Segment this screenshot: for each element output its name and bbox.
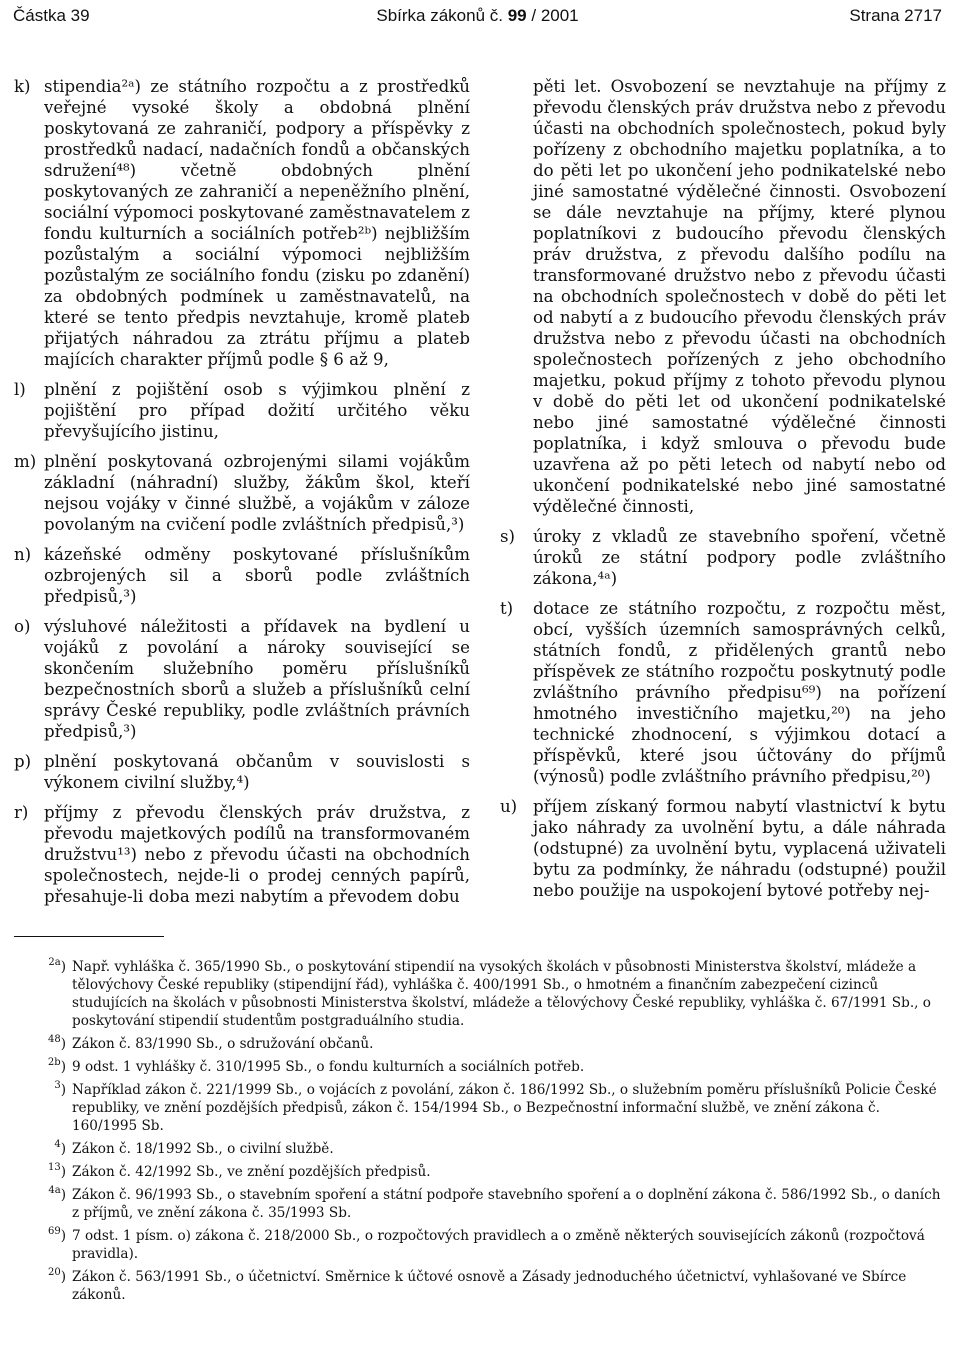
footnote-number: $^{48}$) [47, 1034, 66, 1052]
item-marker: k) [14, 77, 31, 96]
footnote-number: $^{20}$) [47, 1267, 66, 1285]
item-marker: u) [500, 797, 518, 816]
item-marker: t) [500, 599, 514, 618]
item-text: plnění z pojištění osob s výjimkou plnění z pojištění pro případ dožití určitého věku převyšujícího jistinu, [44, 380, 470, 441]
collection-title [13, 6, 942, 26]
footnote-number: $^3$) [54, 1080, 66, 1098]
list-item [500, 526, 946, 589]
footnote-text: Zákon č. 18/1992 Sb., o civilní službě. [72, 1141, 334, 1157]
item-text: úroky z vkladů ze stavebního spoření, včetně úroků ze státní podpory podle zvláštního zákona,⁴ᵃ) [533, 527, 946, 588]
item-text: plnění poskytovaná občanům v souvislosti s výkonem civilní služby,⁴) [44, 752, 470, 792]
footnote [14, 1268, 946, 1304]
item-marker: l) [14, 380, 26, 399]
footnote [14, 1163, 946, 1181]
item-text: příjem získaný formou nabytí vlastnictví k bytu jako náhrady za uvolnění bytu, a dále náhrada (odstupné) za uvolnění bytu, vyplacená uživateli bytu za podmínky, že náhradu (odstupné) použil nebo použije na uspokojení bytové potřeby nej- [533, 797, 946, 900]
right-column [500, 76, 946, 910]
collection-number: 99 [507, 6, 527, 25]
footnote-text: Zákon č. 83/1990 Sb., o sdružování občanů. [72, 1036, 374, 1052]
item-marker: m) [14, 452, 37, 471]
list-item [14, 544, 470, 607]
continuation-paragraph: pěti let. Osvobození se nevztahuje na příjmy z převodu členských práv družstva nebo z převodu účasti na obchodních společnostech, pokud byly pořízeny z obchodního majetku poplatníka, a to do pěti let po ukončení jeho podnikatelské nebo jiné samostatné výdělečné činnosti. Osvobození se dále nevztahuje na příjmy, které plynou poplatníkovi z budoucího převodu členských práv družstva, z převodu dalšího podílu na transformované družstvo nebo z převodu účasti na obchodních společnostech v době do pěti let od nabytí a z budoucího převodu členských práv družstva nebo z převodu účasti na obchodních společnostech pořízených z jeho obchodního majetku, pokud příjmy z tohoto převodu plynou v době do pěti let od ukončení podnikatelské nebo jiné samostatné výdělečné činnosti poplatníka, i když smlouva o převodu bude uzavřena až po pěti letech od nabytí nebo od ukončení podnikatelské nebo jiné samostatné výdělečné činnosti, [533, 77, 946, 516]
footnote-number: $^{2a}$) [48, 957, 66, 975]
list-item [500, 796, 946, 901]
item-text: dotace ze státního rozpočtu, z rozpočtu měst, obcí, vyšších územních samosprávných celků, státních fondů, z přidělených grantů nebo příspěvek ze státního rozpočtu poskytnutý podle zvláštního právního předpisu⁶⁹) na pořízení hmotného investičního majetku,²⁰) na jeho technické zhodnocení, s výjimkou dotací a příspěvků, které jsou účtovány do příjmů (výnosů) podle zvláštního právního předpisu,²⁰) [533, 599, 946, 786]
item-marker: o) [14, 617, 31, 636]
footnote [14, 1058, 946, 1076]
list-item [14, 76, 470, 370]
footnote [14, 1140, 946, 1158]
list-item [14, 751, 470, 793]
footnote-text: Např. vyhláška č. 365/1990 Sb., o poskytování stipendií na vysokých školách v působnosti Ministerstva školství, mládeže a tělovýchovy České republiky (stipendijní řád), vyhláška č. 400/1991 Sb., o hmotném a finančním zabezpečení cizinců studujících na školách v působnosti Ministerstva školství, mládeže a tělovýchovy České republiky, vyhláška č. 67/1991 Sb., o poskytování stipendií studentům postgraduálního studia. [72, 959, 931, 1029]
footnote-number: $^{2b}$) [47, 1057, 66, 1075]
footnote-number: $^{13}$) [47, 1162, 66, 1180]
footnote-text: Zákon č. 42/1992 Sb., ve znění pozdějších předpisů. [72, 1164, 431, 1180]
footnote-text: Zákon č. 96/1993 Sb., o stavebním spoření a státní podpoře stavebního spoření a o doplnění zákona č. 586/1992 Sb., o daních z příjmů, ve znění zákona č. 35/1993 Sb. [72, 1187, 941, 1221]
footnotes [14, 958, 946, 1309]
footnote-text: Zákon č. 563/1991 Sb., o účetnictví. Směrnice k účtové osnově a Zásady jednoduchého účetnictví, vyhlašované ve Sbírce zákonů. [72, 1269, 907, 1303]
list-item [14, 379, 470, 442]
footnote-divider [14, 936, 164, 937]
item-text: stipendia²ᵃ) ze státního rozpočtu a z prostředků veřejné vysoké školy a obdobná plnění poskytovaná ze zahraničí, podpory a příspěvky z prostředků nadací, nadačních fondů a občanských sdružení⁴⁸) včetně obdobných plnění poskytovaných ze zahraničí a nepeněžního plnění, sociální výpomoci poskytované zaměstnavatelem z fondu kulturních a sociálních potřeb²ᵇ) nejbližším pozůstalým a sociální výpomoci nejbližším pozůstalým ze sociálního fondu (zisku po zdanění) za obdobných podmínek u zaměstnavatelů, na které se tento předpis nevztahuje, kromě plateb přijatých náhradou za ztrátu příjmu a plateb majících charakter příjmů podle § 6 až 9, [44, 77, 470, 369]
item-marker: s) [500, 527, 515, 546]
footnote [14, 1035, 946, 1053]
item-text: výsluhové náležitosti a přídavek na bydlení u vojáků z povolání a nároky související se skončením služebního poměru příslušníků bezpečnostních sborů a služeb a příslušníků celní správy České republiky, podle zvláštních právních předpisů,³) [44, 617, 470, 741]
issue-part: Částka 39 [13, 6, 90, 25]
page-number: Strana 2717 [849, 6, 942, 25]
item-text: příjmy z převodu členských práv družstva, z převodu majetkových podílů na transformovaném družstvu¹³) nebo z převodu účasti na obchodních společnostech, nejde-li o prodej cenných papírů, přesahuje-li doba mezi nabytím a převodem dobu [44, 803, 470, 906]
collection-year: / 2001 [531, 6, 579, 25]
left-column [14, 76, 470, 916]
item-marker: r) [14, 803, 29, 822]
footnote [14, 1186, 946, 1222]
footnote-number: $^4$) [54, 1139, 66, 1157]
item-text: plnění poskytovaná ozbrojenými silami vojákům základní (náhradní) služby, žákům škol, kteří nejsou vojáky v činné službě, a vojákům v záloze povolaným na cvičení podle zvláštních předpisů,³) [44, 452, 470, 534]
page-header [13, 6, 942, 30]
footnote [14, 1227, 946, 1263]
footnote [14, 1081, 946, 1135]
footnote-text: Například zákon č. 221/1999 Sb., o vojácích z povolání, zákon č. 186/1992 Sb., o služebním poměru příslušníků Policie České republiky, ve znění pozdějších předpisů, zákon č. 154/1994 Sb., o Bezpečnostní informační službě, ve znění zákona č. 160/1995 Sb. [72, 1082, 937, 1134]
list-item [14, 451, 470, 535]
item-text: kázeňské odměny poskytované příslušníkům ozbrojených sil a sborů podle zvláštních předpisů,³) [44, 545, 470, 606]
footnote [14, 958, 946, 1030]
list-item [500, 598, 946, 787]
item-marker: n) [14, 545, 32, 564]
footnote-text: 7 odst. 1 písm. o) zákona č. 218/2000 Sb., o rozpočtových pravidlech a o změně některých souvisejících zákonů (rozpočtová pravidla). [72, 1228, 925, 1262]
footnote-text: 9 odst. 1 vyhlášky č. 310/1995 Sb., o fondu kulturních a sociálních potřeb. [72, 1059, 585, 1075]
list-item [14, 616, 470, 742]
collection-label: Sbírka zákonů č. [376, 6, 503, 25]
list-item [14, 802, 470, 907]
footnote-number: $^{69}$) [47, 1226, 66, 1244]
footnote-number: $^{4a}$) [48, 1185, 66, 1203]
item-marker: p) [14, 752, 32, 771]
